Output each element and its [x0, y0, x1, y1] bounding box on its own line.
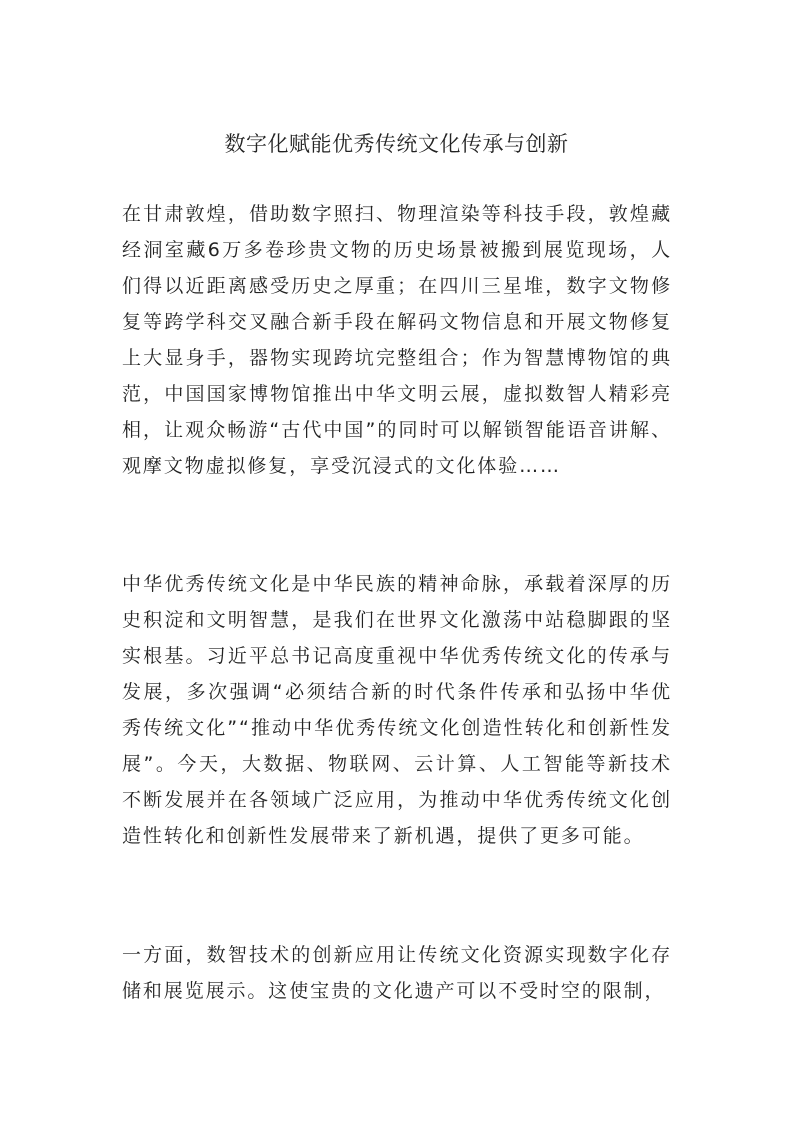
paragraph-digital-storage: 一方面，数智技术的创新应用让传统文化资源实现数字化存储和展览展示。这使宝贵的文化遗产可以不受时空的限制， [122, 944, 672, 1002]
paragraph-dunhuang-sanxingdui: 在甘肃敦煌，借助数字照扫、物理渲染等科技手段，敦煌藏经洞室藏6万多卷珍贵文物的历史场景被搬到展览现场，人们得以近距离感受历史之厚重；在四川三星堆，数字文物修复等跨学科交叉融合新手段在解码文物信息和开展文物修复上大显身手，器物实现跨坑完整组合；作为智慧博物馆的典范，中国国家博物馆推出中华文明云展，虚拟数智人精彩亮相，让观众畅游“古代中国”的同时可以解锁智能语音讲解、观摩文物虚拟修复，享受沉浸式的文化体验…… [122, 203, 672, 477]
paragraph-traditional-culture: 中华优秀传统文化是中华民族的精神命脉，承载着深厚的历史积淀和文明智慧，是我们在世界文化激荡中站稳脚跟的坚实根基。习近平总书记高度重视中华优秀传统文化的传承与发展，多次强调“必须结合新的时代条件传承和弘扬中华优秀传统文化”“推动中华优秀传统文化创造性转化和创新性发展”。今天，大数据、物联网、云计算、人工智能等新技术不断发展并在各领域广泛应用，为推动中华优秀传统文化创造性转化和创新性发展带来了新机遇，提供了更多可能。 [122, 573, 672, 847]
document-title: 数字化赋能优秀传统文化传承与创新 [224, 132, 569, 156]
